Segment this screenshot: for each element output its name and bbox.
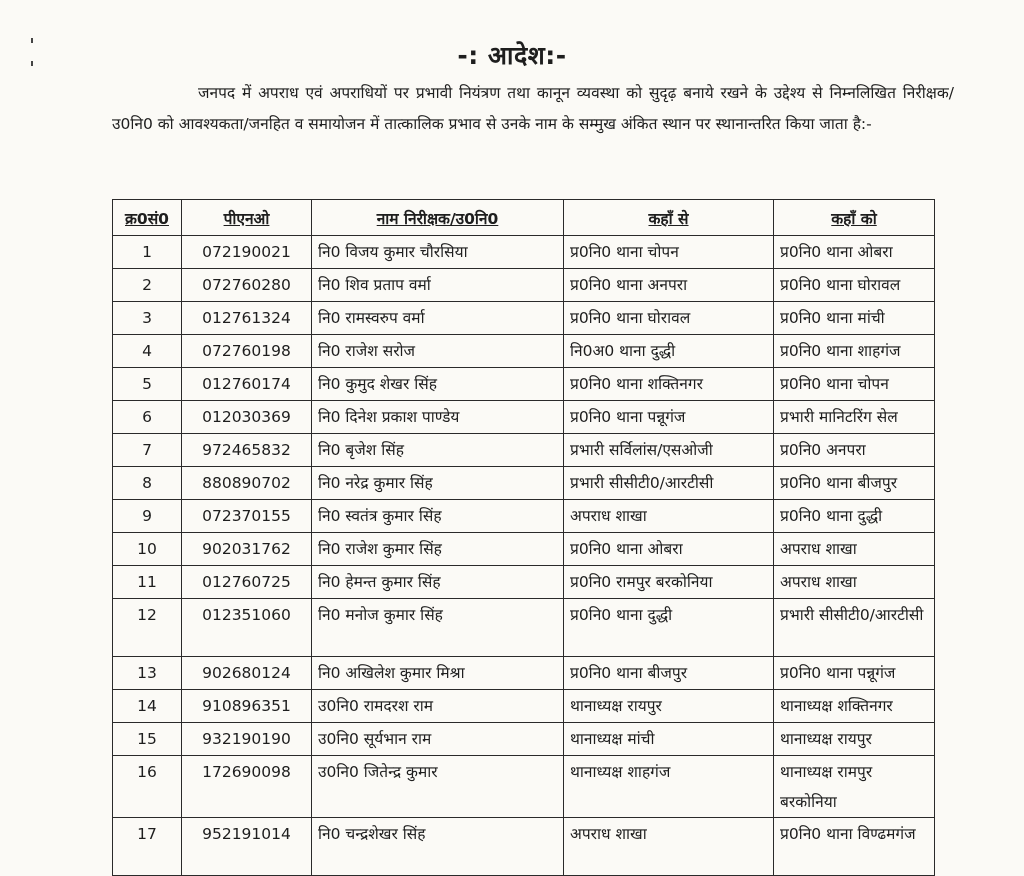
transfer-table <box>112 199 935 876</box>
cell-pno: 012760174 <box>182 368 312 401</box>
cell-from: प्र0नि0 रामपुर बरकोनिया <box>564 566 774 599</box>
cell-serial: 7 <box>113 434 182 467</box>
table-row <box>113 467 935 500</box>
cell-name: उ0नि0 जितेन्द्र कुमार <box>312 756 564 818</box>
table-row <box>113 690 935 723</box>
table-row <box>113 368 935 401</box>
cell-from: प्र0नि0 थाना ओबरा <box>564 533 774 566</box>
cell-to: प्र0नि0 थाना पन्नूगंज <box>774 657 935 690</box>
cell-to: अपराध शाखा <box>774 533 935 566</box>
cell-pno: 910896351 <box>182 690 312 723</box>
cell-to: प्र0नि0 थाना शाहगंज <box>774 335 935 368</box>
document-title: -: आदेश:- <box>457 41 567 70</box>
cell-name: नि0 अखिलेश कुमार मिश्रा <box>312 657 564 690</box>
cell-from: प्र0नि0 थाना चोपन <box>564 236 774 269</box>
cell-name: नि0 राजेश कुमार सिंह <box>312 533 564 566</box>
cell-serial: 11 <box>113 566 182 599</box>
cell-to: प्र0नि0 अनपरा <box>774 434 935 467</box>
cell-serial: 13 <box>113 657 182 690</box>
table-row <box>113 756 935 818</box>
cell-pno: 012351060 <box>182 599 312 657</box>
cell-name: नि0 हेमन्त कुमार सिंह <box>312 566 564 599</box>
cell-serial: 6 <box>113 401 182 434</box>
cell-from: थानाध्यक्ष शाहगंज <box>564 756 774 818</box>
cell-to: प्रभारी मानिटरिंग सेल <box>774 401 935 434</box>
cell-pno: 072760280 <box>182 269 312 302</box>
table-row <box>113 566 935 599</box>
table-row <box>113 269 935 302</box>
cell-pno: 932190190 <box>182 723 312 756</box>
header-from: कहाँ से <box>564 200 774 236</box>
table-row <box>113 434 935 467</box>
cell-pno: 012760725 <box>182 566 312 599</box>
cell-pno: 012030369 <box>182 401 312 434</box>
cell-from: प्र0नि0 थाना दुद्धी <box>564 599 774 657</box>
cell-to: थानाध्यक्ष शक्तिनगर <box>774 690 935 723</box>
intro-paragraph: जनपद में अपराध एवं अपराधियों पर प्रभावी नियंत्रण तथा कानून व्यवस्था को सुदृढ़ बनाये रखने के उद्देश्य से निम्नलिखित निरीक्षक/उ0नि0 को आवश्यकता/जनहित व समायोजन में तात्कालिक प्रभाव से उनके नाम के सम्मुख अंकित स्थान पर स्थानान्तरित किया जाता है:- <box>112 84 954 133</box>
cell-pno: 880890702 <box>182 467 312 500</box>
cell-serial: 12 <box>113 599 182 657</box>
cell-to: प्र0नि0 थाना विण्ढमगंज <box>774 818 935 876</box>
cell-from: अपराध शाखा <box>564 500 774 533</box>
cell-name: नि0 दिनेश प्रकाश पाण्डेय <box>312 401 564 434</box>
table-row <box>113 500 935 533</box>
table-row <box>113 533 935 566</box>
cell-from: प्र0नि0 थाना पन्नूगंज <box>564 401 774 434</box>
cell-from: थानाध्यक्ष मांची <box>564 723 774 756</box>
cell-serial: 3 <box>113 302 182 335</box>
cell-name: नि0 विजय कुमार चौरसिया <box>312 236 564 269</box>
cell-pno: 072190021 <box>182 236 312 269</box>
cell-to: अपराध शाखा <box>774 566 935 599</box>
cell-name: नि0 नरेद्र कुमार सिंह <box>312 467 564 500</box>
table-body <box>113 236 935 876</box>
cell-pno: 012761324 <box>182 302 312 335</box>
cell-to: प्र0नि0 थाना मांची <box>774 302 935 335</box>
cell-pno: 072760198 <box>182 335 312 368</box>
table-row <box>113 302 935 335</box>
table-row <box>113 236 935 269</box>
cell-from: थानाध्यक्ष रायपुर <box>564 690 774 723</box>
cell-serial: 10 <box>113 533 182 566</box>
cell-to: प्र0नि0 थाना दुद्धी <box>774 500 935 533</box>
table-row <box>113 818 935 876</box>
cell-to: थानाध्यक्ष रायपुर <box>774 723 935 756</box>
cell-serial: 14 <box>113 690 182 723</box>
cell-from: प्रभारी सीसीटी0/आरटीसी <box>564 467 774 500</box>
cell-pno: 972465832 <box>182 434 312 467</box>
cell-serial: 16 <box>113 756 182 818</box>
header-pno: पीएनओ <box>182 200 312 236</box>
table-row <box>113 335 935 368</box>
cell-from: प्र0नि0 थाना घोरावल <box>564 302 774 335</box>
cell-serial: 1 <box>113 236 182 269</box>
cell-name: उ0नि0 रामदरश राम <box>312 690 564 723</box>
cell-serial: 17 <box>113 818 182 876</box>
cell-pno: 952191014 <box>182 818 312 876</box>
table-row <box>113 657 935 690</box>
cell-from: प्र0नि0 थाना बीजपुर <box>564 657 774 690</box>
cell-name: नि0 राजेश सरोज <box>312 335 564 368</box>
cell-from: प्रभारी सर्विलांस/एसओजी <box>564 434 774 467</box>
cell-name: उ0नि0 सूर्यभान राम <box>312 723 564 756</box>
cell-pno: 902680124 <box>182 657 312 690</box>
table-row <box>113 723 935 756</box>
cell-name: नि0 चन्द्रशेखर सिंह <box>312 818 564 876</box>
cell-to: थानाध्यक्ष रामपुर बरकोनिया <box>774 756 935 818</box>
cell-from: प्र0नि0 थाना शक्तिनगर <box>564 368 774 401</box>
cell-pno: 902031762 <box>182 533 312 566</box>
cell-name: नि0 बृजेश सिंह <box>312 434 564 467</box>
cell-to: प्रभारी सीसीटी0/आरटीसी <box>774 599 935 657</box>
cell-serial: 5 <box>113 368 182 401</box>
cell-serial: 8 <box>113 467 182 500</box>
cell-name: नि0 कुमुद शेखर सिंह <box>312 368 564 401</box>
cell-from: अपराध शाखा <box>564 818 774 876</box>
table-row <box>113 401 935 434</box>
cell-serial: 4 <box>113 335 182 368</box>
cell-name: नि0 रामस्वरुप वर्मा <box>312 302 564 335</box>
cell-pno: 172690098 <box>182 756 312 818</box>
cell-pno: 072370155 <box>182 500 312 533</box>
cell-to: प्र0नि0 थाना चोपन <box>774 368 935 401</box>
cell-from: नि0अ0 थाना दुद्धी <box>564 335 774 368</box>
cell-to: प्र0नि0 थाना बीजपुर <box>774 467 935 500</box>
cell-serial: 2 <box>113 269 182 302</box>
cell-name: नि0 मनोज कुमार सिंह <box>312 599 564 657</box>
header-to: कहाँ को <box>774 200 935 236</box>
header-name: नाम निरीक्षक/उ0नि0 <box>312 200 564 236</box>
table-row <box>113 599 935 657</box>
cell-to: प्र0नि0 थाना घोरावल <box>774 269 935 302</box>
cell-to: प्र0नि0 थाना ओबरा <box>774 236 935 269</box>
cell-serial: 9 <box>113 500 182 533</box>
cell-from: प्र0नि0 थाना अनपरा <box>564 269 774 302</box>
table-header-row <box>113 200 935 236</box>
cell-name: नि0 शिव प्रताप वर्मा <box>312 269 564 302</box>
cell-name: नि0 स्वतंत्र कुमार सिंह <box>312 500 564 533</box>
header-serial: क्र0सं0 <box>113 200 182 236</box>
cell-serial: 15 <box>113 723 182 756</box>
